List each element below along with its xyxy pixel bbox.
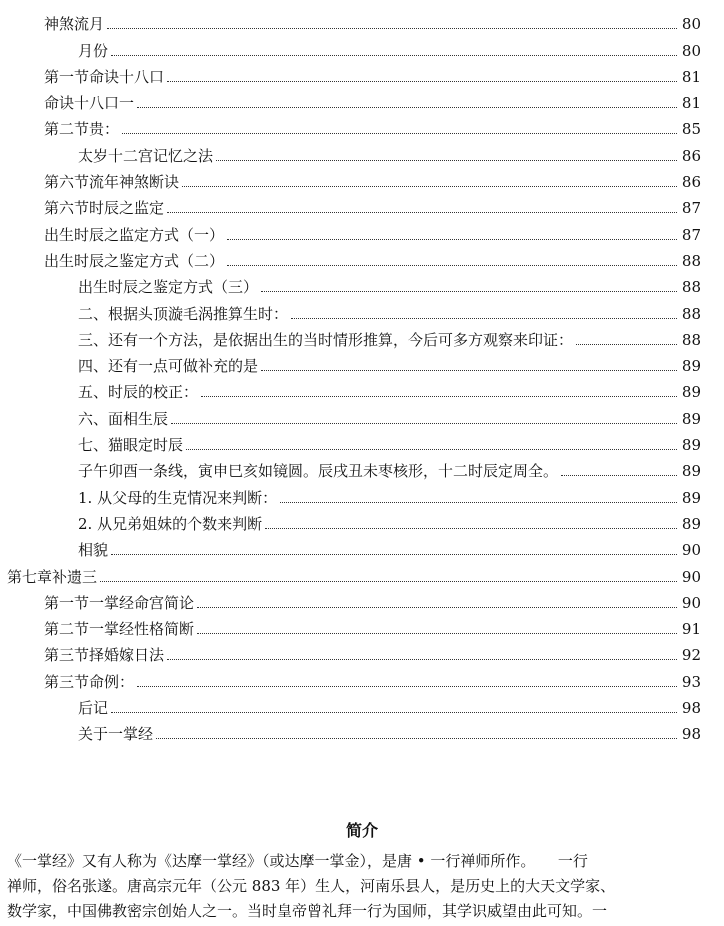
dot-leader [186, 448, 677, 450]
toc-entry[interactable] [0, 61, 724, 87]
toc-entry-page-number: 90 [681, 541, 701, 560]
toc-entry-page-number: 80 [681, 41, 701, 60]
dot-leader [156, 737, 677, 739]
table-of-contents [0, 8, 724, 744]
toc-entry-page-number: 98 [681, 725, 701, 744]
toc-entry-title: 第六节时辰之监定 [44, 199, 165, 218]
toc-entry-page-number: 90 [681, 593, 701, 612]
toc-entry-title: 后记 [78, 699, 109, 718]
intro-paragraph-line: 数学家，中国佛教密宗创始人之一。当时皇帝曾礼拜一行为国师，其学识威望由此可知。一 [7, 902, 608, 920]
toc-entry[interactable] [0, 455, 724, 481]
toc-entry-page-number: 87 [681, 225, 701, 244]
toc-entry-title: 六、面相生辰 [78, 409, 169, 428]
dot-leader [291, 317, 677, 319]
toc-entry-title: 第三节命例： [44, 672, 135, 691]
toc-entry[interactable] [0, 324, 724, 350]
toc-entry[interactable] [0, 192, 724, 218]
dot-leader [197, 632, 677, 634]
dot-leader [137, 685, 677, 687]
dot-leader [182, 185, 677, 187]
toc-entry[interactable] [0, 376, 724, 402]
dot-leader [201, 395, 677, 397]
toc-entry[interactable] [0, 350, 724, 376]
toc-entry-page-number: 91 [681, 620, 701, 639]
dot-leader [227, 238, 677, 240]
dot-leader [280, 501, 677, 503]
toc-entry-page-number: 89 [681, 514, 701, 533]
toc-entry[interactable] [0, 402, 724, 428]
toc-entry[interactable] [0, 639, 724, 665]
dot-leader [122, 132, 677, 134]
toc-entry[interactable] [0, 218, 724, 244]
toc-entry-title: 第六节流年神煞断诀 [44, 173, 180, 192]
toc-entry-page-number: 86 [681, 173, 701, 192]
toc-entry-page-number: 88 [681, 330, 701, 349]
toc-entry-page-number: 88 [681, 304, 701, 323]
intro-paragraph-line: 禅师，俗名张遂。唐高宗元年（公元 883 年）生人，河南乐县人，是历史上的大天文学家、 [7, 877, 616, 895]
dot-leader [261, 369, 677, 371]
toc-entry-page-number: 88 [681, 251, 701, 270]
toc-entry-page-number: 87 [681, 199, 701, 218]
dot-leader [265, 527, 677, 529]
toc-entry-title: 出生时辰之监定方式（一） [44, 225, 225, 244]
toc-entry-title: 第一节命诀十八口 [44, 67, 165, 86]
intro-heading: 简介 [345, 821, 378, 840]
toc-entry-title: 月份 [78, 41, 109, 60]
toc-entry[interactable] [0, 481, 724, 507]
toc-entry-title: 四、还有一点可做补充的是 [78, 357, 259, 376]
toc-entry[interactable] [0, 271, 724, 297]
toc-entry[interactable] [0, 587, 724, 613]
toc-entry-page-number: 89 [681, 488, 701, 507]
toc-entry-title: 出生时辰之鉴定方式（三） [78, 278, 259, 297]
toc-entry[interactable] [0, 34, 724, 60]
toc-entry[interactable] [0, 665, 724, 691]
toc-entry-page-number: 80 [681, 15, 701, 34]
toc-entry[interactable] [0, 8, 724, 34]
toc-entry-page-number: 89 [681, 383, 701, 402]
toc-entry-page-number: 86 [681, 146, 701, 165]
dot-leader [100, 580, 677, 582]
toc-entry-page-number: 92 [681, 646, 701, 665]
toc-entry-title: 命诀十八口一 [44, 94, 135, 113]
toc-entry[interactable] [0, 508, 724, 534]
dot-leader [216, 159, 677, 161]
dot-leader [111, 553, 677, 555]
dot-leader [227, 264, 677, 266]
toc-entry[interactable] [0, 166, 724, 192]
toc-entry[interactable] [0, 87, 724, 113]
toc-entry-title: 关于一掌经 [78, 725, 154, 744]
dot-leader [197, 606, 677, 608]
toc-entry-title: 2. 从兄弟姐妹的个数来判断 [78, 514, 263, 533]
toc-entry-title: 太岁十二宫记忆之法 [78, 146, 214, 165]
toc-entry[interactable] [0, 560, 724, 586]
toc-entry[interactable] [0, 297, 724, 323]
toc-entry-page-number: 90 [681, 567, 701, 586]
toc-entry-title: 第二节贵： [44, 120, 120, 139]
toc-entry[interactable] [0, 429, 724, 455]
dot-leader [561, 474, 677, 476]
toc-entry[interactable] [0, 613, 724, 639]
dot-leader [137, 106, 677, 108]
toc-entry-page-number: 89 [681, 357, 701, 376]
dot-leader [111, 711, 677, 713]
toc-entry[interactable] [0, 718, 724, 744]
dot-leader [107, 27, 677, 29]
toc-entry-title: 五、时辰的校正： [78, 383, 199, 402]
toc-entry[interactable] [0, 113, 724, 139]
toc-entry-title: 子午卯酉一条线，寅申巳亥如镜圆。辰戌丑未枣核形，十二时辰定周全。 [78, 462, 559, 481]
toc-entry[interactable] [0, 139, 724, 165]
toc-entry-title: 1. 从父母的生克情况来判断： [78, 488, 278, 507]
toc-entry[interactable] [0, 534, 724, 560]
toc-entry-page-number: 93 [681, 672, 701, 691]
dot-leader [171, 422, 677, 424]
toc-entry-page-number: 89 [681, 462, 701, 481]
toc-entry-page-number: 89 [681, 436, 701, 455]
toc-entry-page-number: 81 [681, 94, 701, 113]
dot-leader [167, 658, 677, 660]
intro-paragraph-line: 《一掌经》又有人称为《达摩一掌经》（或达摩一掌金），是唐 • 一行禅师所作。 一行 [7, 852, 588, 870]
toc-entry-page-number: 81 [681, 67, 701, 86]
dot-leader [576, 343, 677, 345]
dot-leader [167, 80, 677, 82]
dot-leader [261, 290, 677, 292]
toc-entry-title: 第一节一掌经命宫简论 [44, 593, 195, 612]
toc-entry-title: 相貌 [78, 541, 109, 560]
dot-leader [111, 54, 677, 56]
toc-entry-title: 神煞流月 [44, 15, 105, 34]
toc-entry-title: 七、猫眼定时辰 [78, 436, 184, 455]
toc-entry[interactable] [0, 692, 724, 718]
toc-entry-title: 二、根据头顶漩毛涡推算生时： [78, 304, 289, 323]
toc-entry-page-number: 85 [681, 120, 701, 139]
dot-leader [167, 211, 677, 213]
toc-entry-title: 三、还有一个方法，是依据出生的当时情形推算，今后可多方观察来印证： [78, 330, 574, 349]
toc-entry-title: 第二节一掌经性格简断 [44, 620, 195, 639]
toc-entry-title: 第三节择婚嫁日法 [44, 646, 165, 665]
toc-entry-page-number: 98 [681, 699, 701, 718]
toc-entry[interactable] [0, 245, 724, 271]
toc-entry-page-number: 88 [681, 278, 701, 297]
toc-entry-title: 第七章补遗三 [7, 567, 98, 586]
toc-entry-title: 出生时辰之鉴定方式（二） [44, 251, 225, 270]
intro-section [0, 818, 724, 924]
toc-entry-page-number: 89 [681, 409, 701, 428]
